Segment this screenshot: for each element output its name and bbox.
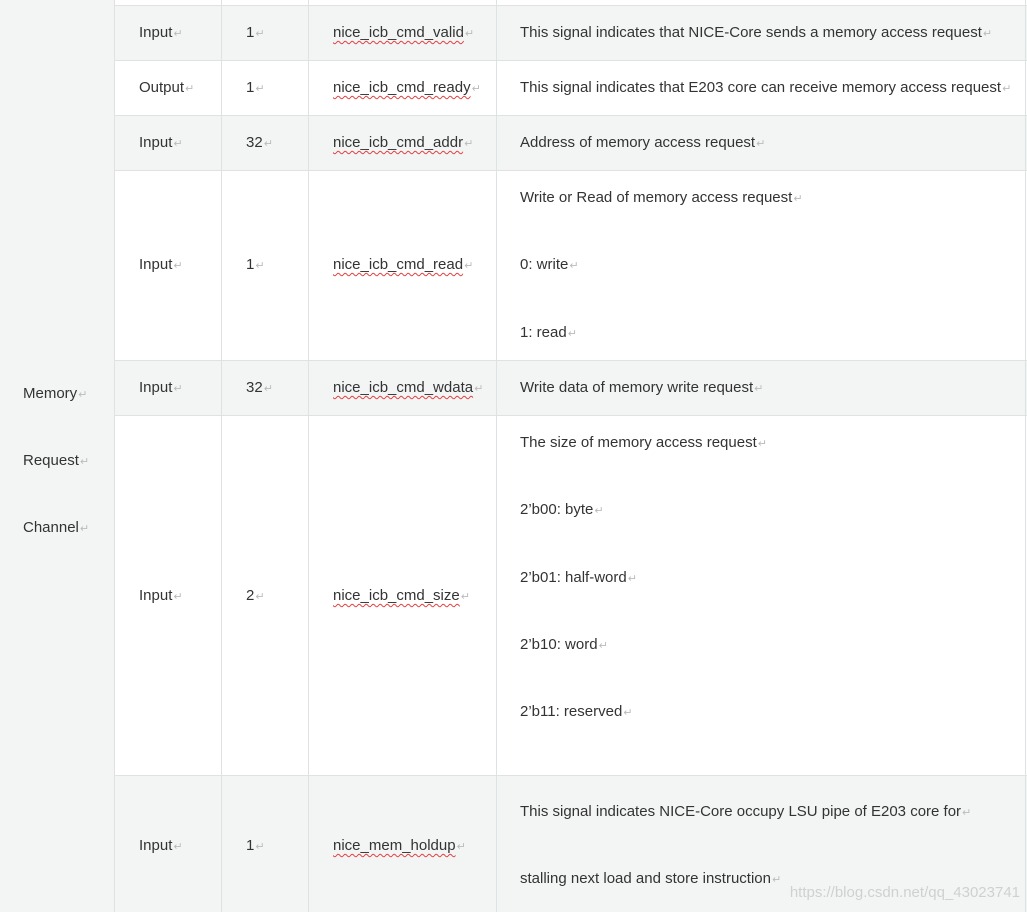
width-cell: 1↵ [246, 79, 265, 96]
column-divider [308, 0, 309, 912]
description-line: 2’b01: half-word↵ [520, 569, 637, 586]
column-divider [496, 0, 497, 912]
description-line: The size of memory access request↵ [520, 434, 767, 451]
signal-name-cell: nice_mem_holdup↵ [333, 837, 466, 854]
signal-name-cell: nice_icb_cmd_wdata↵ [333, 379, 484, 396]
direction-cell: Input↵ [139, 837, 183, 854]
description-line: Address of memory access request↵ [520, 134, 766, 151]
direction-cell: Input↵ [139, 379, 183, 396]
signal-name-cell: nice_icb_cmd_ready↵ [333, 79, 481, 96]
signal-name-cell: nice_icb_cmd_read↵ [333, 256, 474, 273]
direction-cell: Input↵ [139, 134, 183, 151]
group-cell [0, 0, 115, 912]
description-line: This signal indicates that E203 core can receive memory access request↵ [520, 79, 1012, 96]
column-divider [114, 0, 115, 912]
group-label-line: Memory↵ [23, 385, 88, 402]
group-label-line: Channel↵ [23, 519, 90, 536]
signal-name-cell: nice_icb_cmd_size↵ [333, 587, 470, 604]
description-line: This signal indicates NICE-Core occupy LSU pipe of E203 core for↵ [520, 803, 972, 820]
description-line: This signal indicates that NICE-Core sends a memory access request↵ [520, 24, 993, 41]
direction-cell: Input↵ [139, 256, 183, 273]
width-cell: 1↵ [246, 837, 265, 854]
description-line: 2’b00: byte↵ [520, 501, 604, 518]
direction-cell: Input↵ [139, 587, 183, 604]
description-line: 0: write↵ [520, 256, 579, 273]
description-line: Write or Read of memory access request↵ [520, 189, 803, 206]
width-cell: 32↵ [246, 134, 273, 151]
width-cell: 2↵ [246, 587, 265, 604]
width-cell: 32↵ [246, 379, 273, 396]
group-label-line: Request↵ [23, 452, 90, 469]
signal-name-cell: nice_icb_cmd_valid↵ [333, 24, 475, 41]
column-divider [1025, 0, 1026, 912]
description-line: 2’b11: reserved↵ [520, 703, 633, 720]
column-divider [221, 0, 222, 912]
direction-cell: Output↵ [139, 79, 195, 96]
description-line: Write data of memory write request↵ [520, 379, 764, 396]
direction-cell: Input↵ [139, 24, 183, 41]
description-line: stalling next load and store instruction↵ [520, 870, 782, 887]
width-cell: 1↵ [246, 24, 265, 41]
width-cell: 1↵ [246, 256, 265, 273]
signal-name-cell: nice_icb_cmd_addr↵ [333, 134, 474, 151]
description-line: 1: read↵ [520, 324, 577, 341]
watermark: https://blog.csdn.net/qq_43023741 [789, 884, 1020, 901]
description-line: 2’b10: word↵ [520, 636, 608, 653]
